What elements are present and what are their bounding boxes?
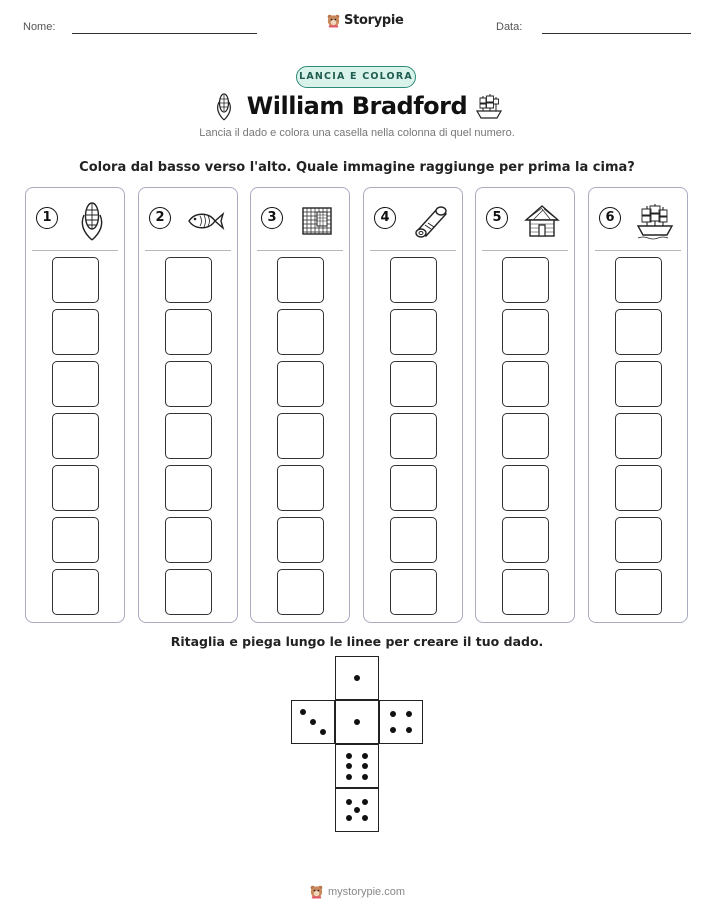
die-pip xyxy=(362,815,368,821)
brand-name: Storypie xyxy=(344,13,404,28)
die-pip xyxy=(362,774,368,780)
bear-mascot-icon xyxy=(309,884,324,899)
die-pip xyxy=(362,753,368,759)
color-cell[interactable] xyxy=(165,361,212,407)
color-cell[interactable] xyxy=(52,309,99,355)
color-cell[interactable] xyxy=(615,569,662,615)
name-line[interactable] xyxy=(72,33,257,34)
bear-mascot-icon xyxy=(326,13,341,28)
color-cell[interactable] xyxy=(277,517,324,563)
color-cell[interactable] xyxy=(502,309,549,355)
column-5 xyxy=(475,187,575,623)
color-cell[interactable] xyxy=(277,309,324,355)
color-cell[interactable] xyxy=(502,517,549,563)
color-cell[interactable] xyxy=(390,257,437,303)
woven-mat-icon xyxy=(297,200,337,242)
ship-icon xyxy=(474,92,504,120)
column-divider xyxy=(257,250,343,251)
die-pip xyxy=(362,763,368,769)
corn-icon xyxy=(72,200,112,242)
color-cell[interactable] xyxy=(615,413,662,459)
color-cell[interactable] xyxy=(277,257,324,303)
die-pip xyxy=(390,711,396,717)
color-cell[interactable] xyxy=(615,309,662,355)
footer-url: mystorypie.com xyxy=(328,885,406,898)
color-cell[interactable] xyxy=(277,465,324,511)
column-number: 1 xyxy=(36,207,58,229)
color-cell[interactable] xyxy=(52,569,99,615)
scroll-icon xyxy=(410,200,450,242)
die-pip xyxy=(346,774,352,780)
column-divider xyxy=(482,250,568,251)
die-pip xyxy=(346,753,352,759)
die-pip xyxy=(362,799,368,805)
color-cell[interactable] xyxy=(52,413,99,459)
color-cell[interactable] xyxy=(390,517,437,563)
column-divider xyxy=(32,250,118,251)
date-line[interactable] xyxy=(542,33,691,34)
fish-icon xyxy=(185,200,225,242)
color-cell[interactable] xyxy=(277,413,324,459)
color-cell[interactable] xyxy=(165,309,212,355)
die-face xyxy=(335,788,379,832)
color-cell[interactable] xyxy=(165,465,212,511)
die-pip xyxy=(354,719,360,725)
die-face xyxy=(335,700,379,744)
die-pip xyxy=(310,719,316,725)
column-divider xyxy=(595,250,681,251)
die-face xyxy=(335,744,379,788)
column-3 xyxy=(250,187,350,623)
color-cell[interactable] xyxy=(52,465,99,511)
color-cell[interactable] xyxy=(615,465,662,511)
footer xyxy=(309,884,405,899)
column-divider xyxy=(370,250,456,251)
page-title: William Bradford xyxy=(246,92,468,120)
color-cell[interactable] xyxy=(277,361,324,407)
die-pip xyxy=(346,799,352,805)
date-label: Data: xyxy=(496,21,523,33)
die-face xyxy=(379,700,423,744)
color-cell[interactable] xyxy=(502,361,549,407)
color-cell[interactable] xyxy=(52,361,99,407)
hut-icon xyxy=(522,200,562,242)
color-cell[interactable] xyxy=(615,517,662,563)
instruction-text: Colora dal basso verso l'alto. Quale immagine raggiunge per prima la cima? xyxy=(79,160,635,175)
column-divider xyxy=(145,250,231,251)
color-cell[interactable] xyxy=(615,361,662,407)
die-face xyxy=(291,700,335,744)
color-cell[interactable] xyxy=(165,517,212,563)
color-cell[interactable] xyxy=(502,569,549,615)
die-face xyxy=(335,656,379,700)
color-cell[interactable] xyxy=(390,569,437,615)
die-pip xyxy=(406,727,412,733)
column-number: 6 xyxy=(599,207,621,229)
brand-logo xyxy=(326,13,404,28)
die-instruction: Ritaglia e piega lungo le linee per creare il tuo dado. xyxy=(170,634,544,649)
color-cell[interactable] xyxy=(165,569,212,615)
column-number: 3 xyxy=(261,207,283,229)
color-cell[interactable] xyxy=(502,413,549,459)
column-number: 2 xyxy=(149,207,171,229)
die-pip xyxy=(346,815,352,821)
die-pip xyxy=(320,729,326,735)
die-pip xyxy=(354,807,360,813)
subtitle: Lancia il dado e colora una casella nella colonna di quel numero. xyxy=(199,127,515,139)
color-cell[interactable] xyxy=(502,257,549,303)
color-cell[interactable] xyxy=(52,517,99,563)
color-cell[interactable] xyxy=(502,465,549,511)
color-cell[interactable] xyxy=(390,465,437,511)
color-cell[interactable] xyxy=(390,309,437,355)
die-pip xyxy=(354,675,360,681)
color-cell[interactable] xyxy=(165,413,212,459)
name-label: Nome: xyxy=(23,21,56,33)
die-pip xyxy=(300,709,306,715)
column-4 xyxy=(363,187,463,623)
column-2 xyxy=(138,187,238,623)
column-6 xyxy=(588,187,688,623)
color-cell[interactable] xyxy=(390,361,437,407)
color-cell[interactable] xyxy=(165,257,212,303)
column-number: 4 xyxy=(374,207,396,229)
column-1 xyxy=(25,187,125,623)
ship-icon xyxy=(635,200,675,242)
color-cell[interactable] xyxy=(390,413,437,459)
die-pip xyxy=(406,711,412,717)
color-cell[interactable] xyxy=(277,569,324,615)
die-pip xyxy=(390,727,396,733)
color-cell[interactable] xyxy=(52,257,99,303)
column-number: 5 xyxy=(486,207,508,229)
color-cell[interactable] xyxy=(615,257,662,303)
activity-badge: LANCIA E COLORA xyxy=(296,66,416,88)
die-pip xyxy=(346,763,352,769)
